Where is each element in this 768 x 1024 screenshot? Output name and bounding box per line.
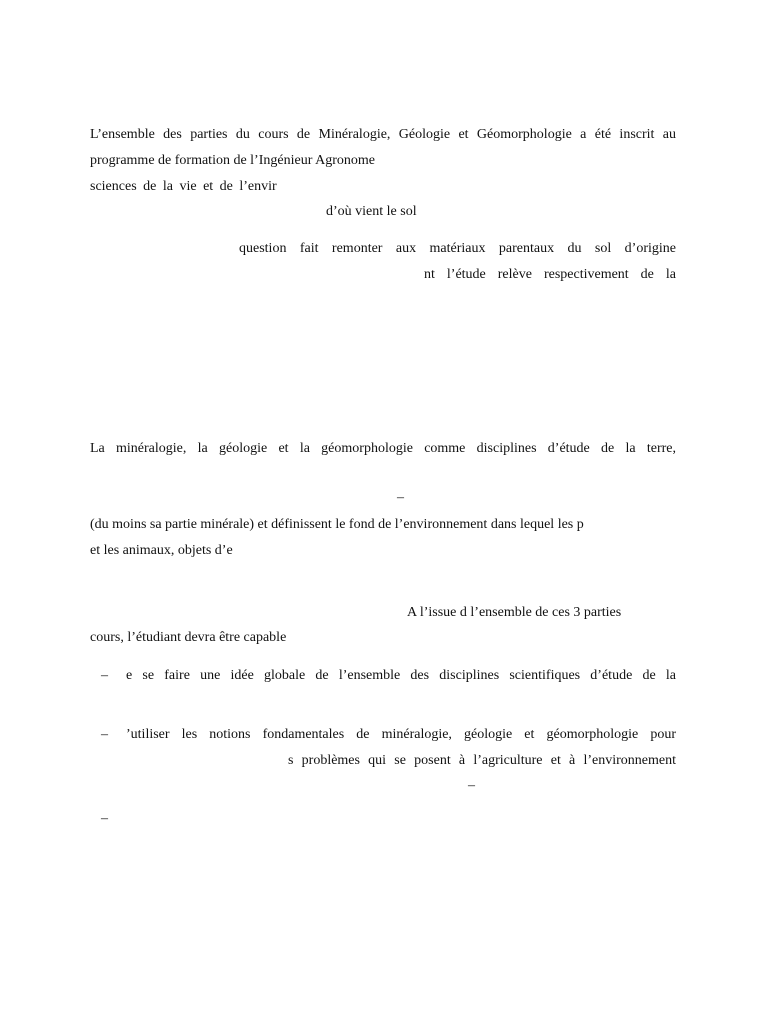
paragraph2-dash: – — [397, 490, 404, 505]
bullet2-dash: – — [101, 727, 108, 742]
paragraph1-line6: nt l’étude relève respectivement de la — [424, 267, 676, 282]
paragraph1-line1: L’ensemble des parties du cours de Minéralogie, Géologie et Géomorphologie a été inscrit au — [90, 127, 676, 142]
paragraph2-line2: (du moins sa partie minérale) et définissent le fond de l’environnement dans lequel les p — [90, 517, 584, 532]
paragraph2-line3: et les animaux, objets d’e — [90, 543, 233, 558]
paragraph1-line2: programme de formation de l’Ingénieur Agronome — [90, 153, 375, 168]
paragraph3-line1: A l’issue d l’ensemble de ces 3 parties — [407, 605, 622, 620]
paragraph3-line2: cours, l’étudiant devra être capable — [90, 630, 287, 645]
bullet1-line1: e se faire une idée globale de l’ensemble des disciplines scientifiques d’étude de la — [126, 668, 676, 683]
bullet3-dash: – — [101, 811, 108, 826]
bullet2-line1: ’utiliser les notions fondamentales de minéralogie, géologie et géomorphologie pour — [126, 727, 676, 742]
bullet1-dash: – — [101, 668, 108, 683]
bullet2-trail-dash: – — [468, 778, 475, 793]
paragraph1-line5: question fait remonter aux matériaux parentaux du sol d’origine — [239, 241, 676, 256]
bullet2-line2: s problèmes qui se posent à l’agriculture et à l’environnement — [288, 753, 676, 768]
paragraph1-line3: sciences de la vie et de l’envir — [90, 179, 277, 194]
paragraph2-line1: La minéralogie, la géologie et la géomorphologie comme disciplines d’étude de la terre, — [90, 441, 676, 456]
paragraph1-line4: d’où vient le sol — [326, 204, 417, 219]
